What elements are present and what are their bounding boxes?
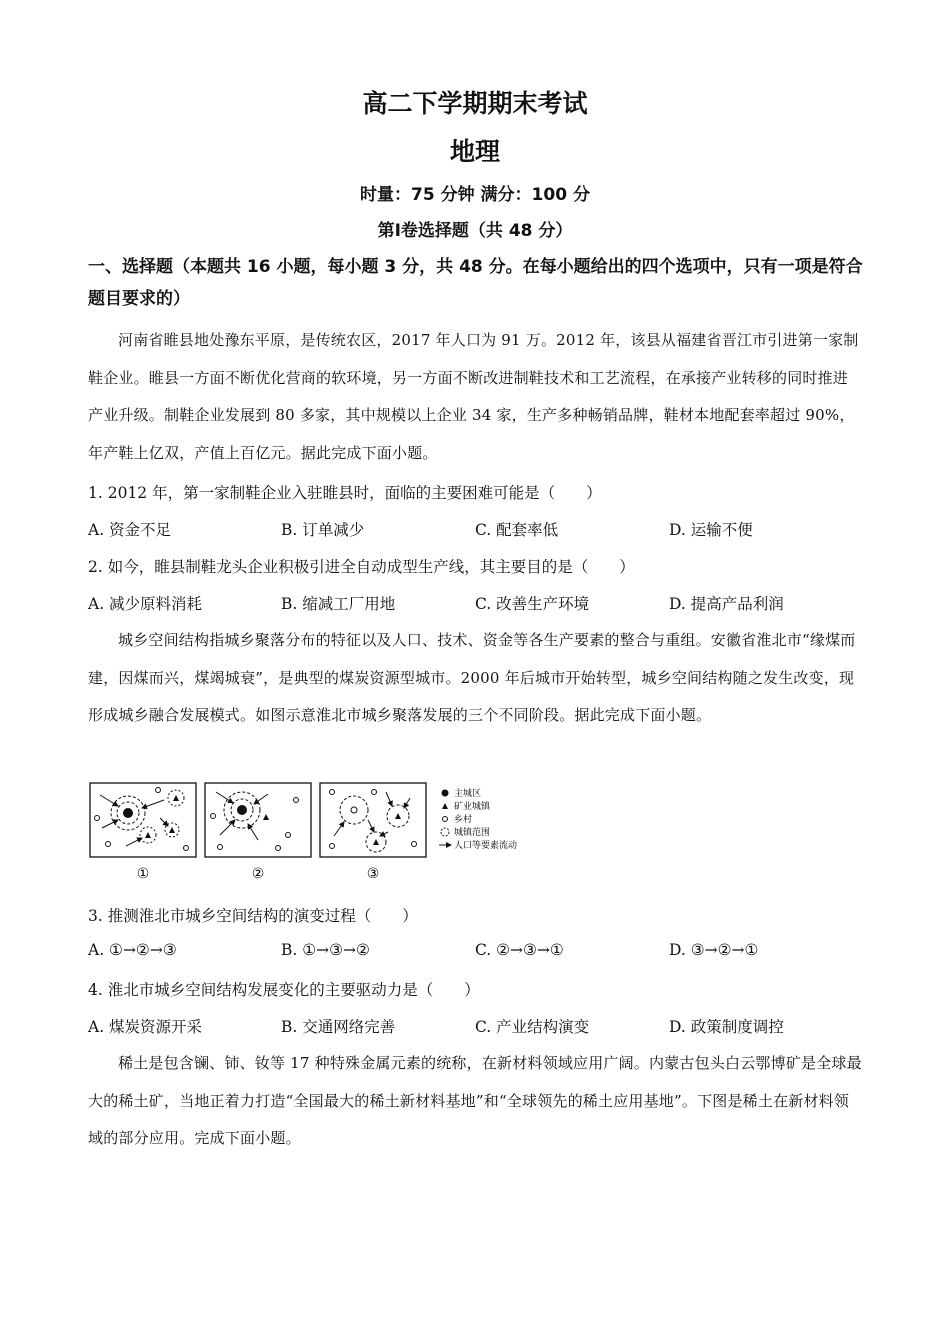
legend-mining-town: 矿业城镇	[454, 802, 491, 812]
passage-2: 城乡空间结构指城乡聚落分布的特征以及人口、技术、资金等各生产要素的整合与重组。安徽省淮北市“缘煤而建，因煤而兴，煤竭城衰”，是典型的煤炭资源型城市。2000 年后城市开始转型，城乡空间结构随之发生改变，现形成城乡融合发展模式。如图示意淮北市城乡聚落发展的三个不同阶段。据此完成下面小题。	[88, 631, 856, 724]
option-b: B. ①→③→②	[281, 941, 370, 959]
option-b: B. 缩减工厂用地	[281, 595, 396, 613]
option-a: A. 减少原料消耗	[88, 595, 203, 613]
passage-1: 河南省睢县地处豫东平原，是传统农区，2017 年人口为 91 万。2012 年，该县从福建省晋江市引进第一家制鞋企业。睢县一方面不断优化营商的软环境，另一方面不断改进制鞋技术和工艺流程，在承接产业转移的同时推进产业升级。制鞋企业发展到 80 多家，其中规模以上企业 34 家，生产多种畅销品牌，鞋材本地配套率超过 90%，年产鞋上亿双，产值上百亿元。据此完成下面小题。	[88, 331, 859, 462]
option-c: C. 配套率低	[475, 521, 559, 539]
question-1-options	[88, 518, 888, 542]
option-d: D. 政策制度调控	[669, 1018, 784, 1036]
option-c: C. 改善生产环境	[475, 595, 590, 613]
legend-village: 乡村	[454, 815, 473, 825]
panel-label-1: ①	[136, 866, 150, 882]
question-3-options	[88, 941, 888, 965]
time-info: 时量：75 分钟 满分：100 分	[360, 185, 590, 205]
legend-town-range: 城镇范围	[454, 828, 491, 838]
panel-3	[320, 783, 426, 857]
option-a: A. 资金不足	[88, 521, 172, 539]
panel-label-2: ②	[251, 866, 265, 882]
question-1-stem: 1. 2012 年，第一家制鞋企业入驻睢县时，面临的主要困难可能是（ ）	[88, 484, 602, 502]
legend-main-city: 主城区	[454, 789, 482, 799]
legend-flow: 人口等要素流动	[454, 841, 518, 851]
question-2-options	[88, 592, 888, 616]
section-heading: 一、选择题（本题共 16 小题，每小题 3 分，共 48 分。在每小题给出的四个选项中，只有一项是符合题目要求的）	[88, 257, 863, 309]
option-c: C. 产业结构演变	[475, 1018, 590, 1036]
option-a: A. 煤炭资源开采	[88, 1018, 203, 1036]
figure-legend	[439, 787, 517, 851]
option-b: B. 交通网络完善	[281, 1018, 396, 1036]
panel-1	[90, 783, 196, 857]
question-3-stem: 3. 推测淮北市城乡空间结构的演变过程（ ）	[88, 907, 418, 925]
settlement-stages-figure	[88, 780, 538, 885]
subject-title: 地理	[449, 137, 500, 166]
question-4-options	[88, 1015, 888, 1039]
question-4-stem: 4. 淮北市城乡空间结构发展变化的主要驱动力是（ ）	[88, 981, 480, 999]
passage-3: 稀土是包含镧、铈、钕等 17 种特殊金属元素的统称，在新材料领域应用广阔。内蒙古包头白云鄂博矿是全球最大的稀土矿，当地正着力打造“全国最大的稀土新材料基地”和“全球领先的稀土应用基地”。下图是稀土在新材料领域的部分应用。完成下面小题。	[88, 1054, 862, 1147]
option-b: B. 订单减少	[281, 521, 365, 539]
option-c: C. ②→③→①	[475, 941, 564, 959]
panel-2	[205, 783, 311, 857]
exam-title: 高二下学期期末考试	[362, 89, 588, 118]
question-2-stem: 2. 如今，睢县制鞋龙头企业积极引进全自动成型生产线，其主要目的是（ ）	[88, 558, 635, 576]
option-d: D. 运输不便	[669, 521, 753, 539]
option-d: D. ③→②→①	[669, 941, 759, 959]
part-heading: 第Ⅰ卷选择题（共 48 分）	[377, 221, 573, 241]
option-d: D. 提高产品利润	[669, 595, 784, 613]
panel-label-3: ③	[366, 866, 380, 882]
option-a: A. ①→②→③	[88, 941, 177, 959]
